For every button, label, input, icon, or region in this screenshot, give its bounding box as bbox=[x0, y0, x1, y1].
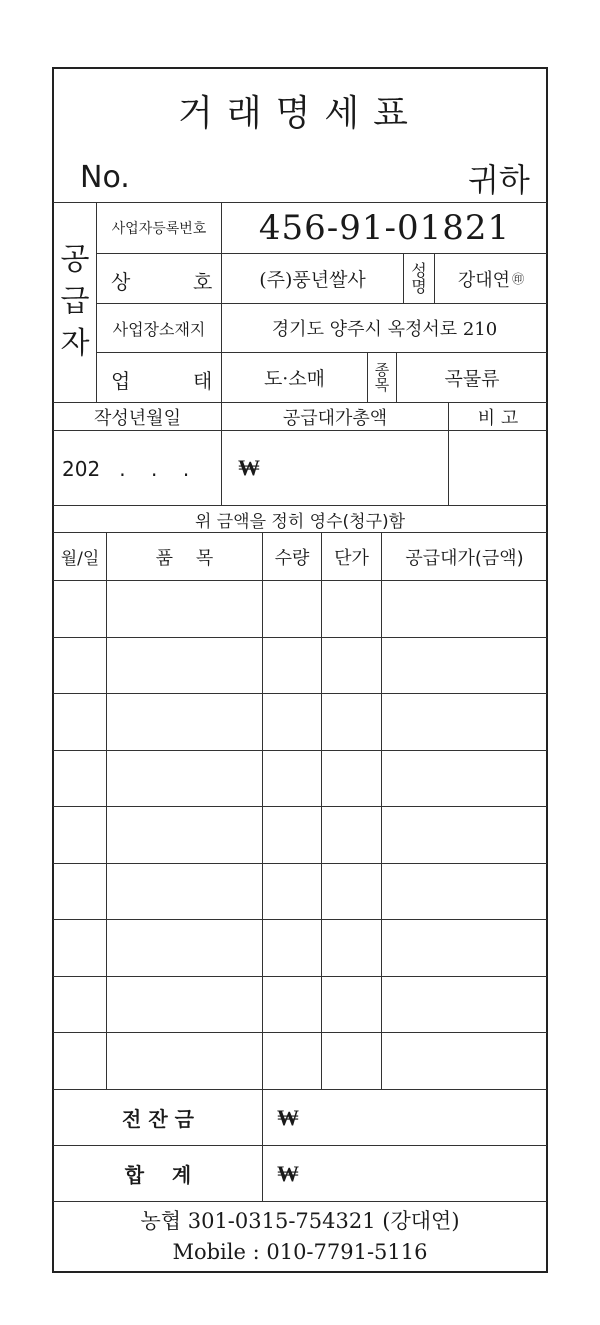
reg-no-label: 사업자등록번호 bbox=[111, 221, 207, 237]
date-label: 작성년월일 bbox=[94, 407, 181, 429]
total-value[interactable]: ₩ bbox=[277, 1161, 299, 1187]
table-cell[interactable] bbox=[54, 977, 106, 1032]
table-cell[interactable] bbox=[54, 638, 106, 693]
seal-mark: ㊞ bbox=[512, 272, 525, 286]
table-cell[interactable] bbox=[322, 977, 381, 1032]
table-cell[interactable] bbox=[382, 807, 547, 862]
table-cell[interactable] bbox=[263, 864, 321, 919]
table-cell[interactable] bbox=[263, 920, 321, 975]
table-cell[interactable] bbox=[382, 638, 547, 693]
total-amount-value[interactable]: ₩ bbox=[238, 455, 260, 481]
total-label: 합 계 bbox=[124, 1163, 192, 1187]
company-value: (주)풍년쌀사 bbox=[259, 269, 366, 291]
table-cell[interactable] bbox=[263, 694, 321, 749]
table-cell[interactable] bbox=[382, 920, 547, 975]
table-cell[interactable] bbox=[382, 581, 547, 636]
header-unit-price: 단가 bbox=[334, 547, 369, 569]
table-cell[interactable] bbox=[107, 977, 262, 1032]
table-cell[interactable] bbox=[263, 638, 321, 693]
table-cell[interactable] bbox=[322, 694, 381, 749]
note-label: 비 고 bbox=[477, 407, 519, 429]
address-label: 사업장소재지 bbox=[112, 319, 206, 339]
table-cell[interactable] bbox=[263, 807, 321, 862]
table-cell[interactable] bbox=[107, 694, 262, 749]
table-cell[interactable] bbox=[54, 751, 106, 806]
table-cell[interactable] bbox=[382, 694, 547, 749]
header-quantity: 수량 bbox=[274, 547, 310, 569]
table-cell[interactable] bbox=[54, 920, 106, 975]
table-cell[interactable] bbox=[322, 920, 381, 975]
receipt-note: 위 금액을 정히 영수(청구)함 bbox=[194, 511, 406, 532]
reg-no-value: 456-91-01821 bbox=[258, 208, 511, 248]
table-cell[interactable] bbox=[382, 751, 547, 806]
address-value: 경기도 양주시 옥정서로 210 bbox=[271, 319, 498, 340]
header-item: 품 목 bbox=[155, 547, 214, 569]
total-amount-label: 공급대가총액 bbox=[282, 407, 388, 429]
header-amount: 공급대가(금액) bbox=[405, 547, 524, 569]
business-type-value: 도·소매 bbox=[263, 368, 326, 390]
representative-name: 강대연 ㊞ bbox=[457, 269, 525, 291]
table-cell[interactable] bbox=[107, 864, 262, 919]
table-cell[interactable] bbox=[107, 581, 262, 636]
table-cell[interactable] bbox=[263, 1033, 321, 1088]
table-cell[interactable] bbox=[322, 638, 381, 693]
mobile-number: Mobile : 010-7791-5116 bbox=[172, 1240, 428, 1264]
recipient-suffix: 귀하 bbox=[468, 161, 530, 199]
header-date: 월/일 bbox=[60, 549, 100, 569]
table-cell[interactable] bbox=[107, 638, 262, 693]
table-cell[interactable] bbox=[382, 864, 547, 919]
name-label: 성 명 bbox=[411, 260, 427, 296]
table-cell[interactable] bbox=[382, 977, 547, 1032]
table-cell[interactable] bbox=[263, 977, 321, 1032]
table-cell[interactable] bbox=[322, 807, 381, 862]
table-cell[interactable] bbox=[54, 581, 106, 636]
company-label: 상 호 bbox=[111, 270, 213, 294]
note-value[interactable] bbox=[449, 431, 547, 505]
table-cell[interactable] bbox=[322, 751, 381, 806]
table-cell[interactable] bbox=[54, 1033, 106, 1088]
table-cell[interactable] bbox=[107, 807, 262, 862]
item-type-value: 곡물류 bbox=[444, 368, 500, 390]
table-cell[interactable] bbox=[322, 864, 381, 919]
table-cell[interactable] bbox=[54, 694, 106, 749]
table-cell[interactable] bbox=[263, 581, 321, 636]
table-cell[interactable] bbox=[322, 581, 381, 636]
table-cell[interactable] bbox=[107, 920, 262, 975]
prev-balance-value[interactable]: ₩ bbox=[277, 1105, 299, 1131]
table-cell[interactable] bbox=[322, 1033, 381, 1088]
table-cell[interactable] bbox=[107, 751, 262, 806]
date-value[interactable]: 202 . . . bbox=[62, 457, 190, 481]
supplier-vertical-label: 공 급 자 bbox=[60, 242, 90, 361]
table-cell[interactable] bbox=[382, 1033, 547, 1088]
table-cell[interactable] bbox=[54, 864, 106, 919]
item-label: 종 목 bbox=[374, 360, 390, 394]
prev-balance-label: 전 잔 금 bbox=[122, 1107, 194, 1131]
no-label: No. bbox=[80, 160, 130, 195]
form-title: 거래명세표 bbox=[178, 92, 422, 134]
table-cell[interactable] bbox=[54, 807, 106, 862]
business-label: 업 태 bbox=[111, 369, 213, 393]
table-cell[interactable] bbox=[263, 751, 321, 806]
table-cell[interactable] bbox=[107, 1033, 262, 1088]
bank-account: 농협 301-0315-754321 (강대연) bbox=[140, 1209, 460, 1233]
